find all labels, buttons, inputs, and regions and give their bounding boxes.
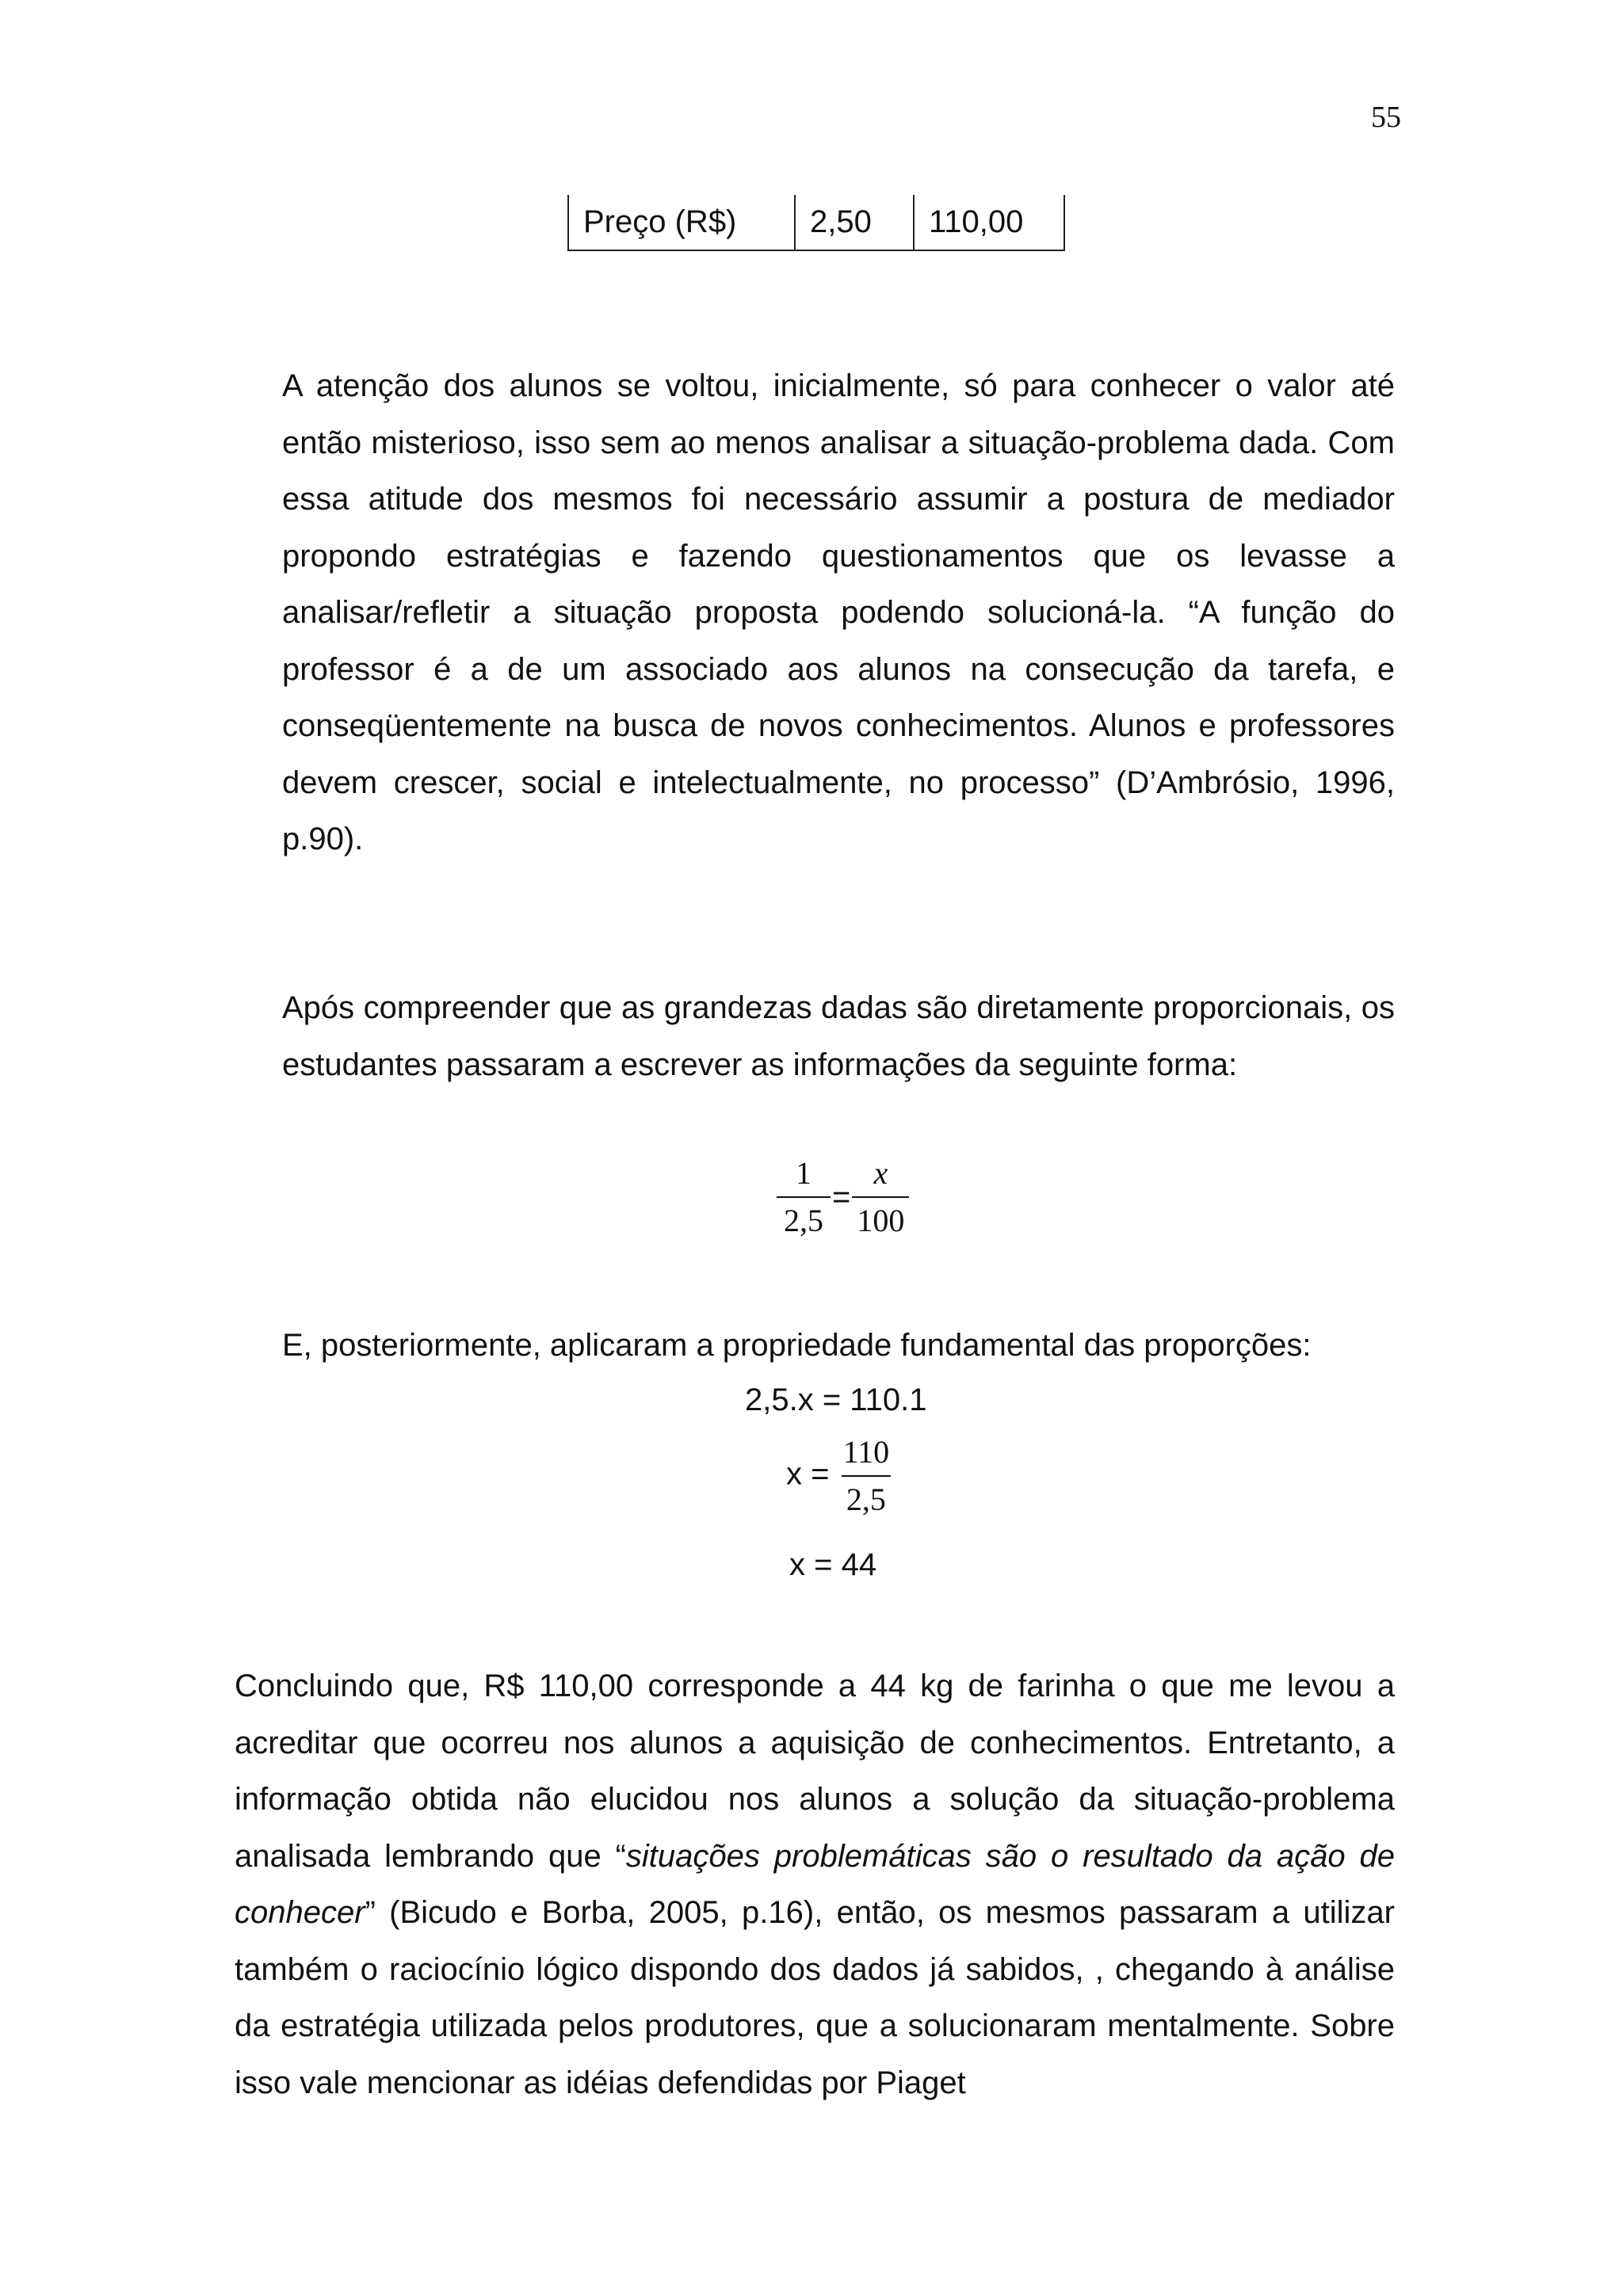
paragraph-property: E, posteriormente, aplicaram a propriedade fundamental das proporções: <box>282 1328 1312 1363</box>
table-cell-value-2: 110,00 <box>914 195 1064 250</box>
fraction-right-denominator: 100 <box>852 1196 909 1239</box>
table-cell-value-1: 2,50 <box>795 195 914 250</box>
fraction-left-denominator: 2,5 <box>777 1196 831 1239</box>
fraction-step-2-denominator: 2,5 <box>842 1475 891 1518</box>
fraction-left-numerator: 1 <box>796 1155 812 1191</box>
fraction-step-2 <box>838 1434 895 1518</box>
equation-step-3: x = 44 <box>789 1547 877 1582</box>
fraction-step-2-numerator: 110 <box>842 1434 890 1470</box>
paragraph-conclusion-part-2: ” (Bicudo e Borba, 2005, p.16), então, os mesmos passaram a utilizar também o raciocínio lógico dispondo dos dados já sabidos, , chegando à análise da estratégia utilizada pelos produtores, que a solucionaram mentalmente. Sobre isso vale mencionar as idéias defendidas por Piaget <box>235 1895 1395 2100</box>
equation-step-2 <box>786 1434 894 1518</box>
equation-step-1: 2,5.x = 110.1 <box>745 1383 927 1417</box>
table-row <box>568 195 1064 250</box>
page-number: 55 <box>1371 101 1401 134</box>
proportion-equation <box>777 1155 909 1239</box>
equation-step-2-prefix: x = <box>786 1456 830 1492</box>
table-cell-label: Preço (R$) <box>568 195 795 250</box>
fraction-left <box>777 1155 831 1239</box>
equals-sign: = <box>832 1179 851 1215</box>
paragraph-conclusion-quote: situações problemáticas são o resultado da ação de conhecer <box>235 1838 1395 1930</box>
paragraph-attention: A atenção dos alunos se voltou, inicialmente, só para conhecer o valor até então misterioso, isso sem ao menos analisar a situação-problema dada. Com essa atitude dos mesmos foi necessário assumir a postura de mediador propondo estratégias e fazendo questionamentos que os levasse a analisar/refletir a situação proposta podendo solucioná-la. “A função do professor é a de um associado aos alunos na consecução da tarefa, e conseqüentemente na busca de novos conhecimentos. Alunos e professores devem crescer, social e intelectualmente, no processo” (D’Ambrósio, 1996, p.90). <box>282 368 1395 856</box>
fraction-right-numerator: x <box>873 1155 888 1191</box>
price-table <box>567 195 1065 251</box>
fraction-right <box>852 1155 909 1239</box>
paragraph-conclusion-part-1: Concluindo que, R$ 110,00 corresponde a 44 kg de farinha o que me levou a acreditar que ocorreu nos alunos a aquisição de conhecimentos. Entretanto, a informação obtida não elucidou nos alunos a solução da situação-problema analisada lembrando que “ <box>235 1669 1395 1874</box>
paragraph-conclusion <box>235 1658 1395 2111</box>
paragraph-proportional: Após compreender que as grandezas dadas são diretamente proporcionais, os estudantes passaram a escrever as informações da seguinte forma: <box>282 990 1395 1082</box>
